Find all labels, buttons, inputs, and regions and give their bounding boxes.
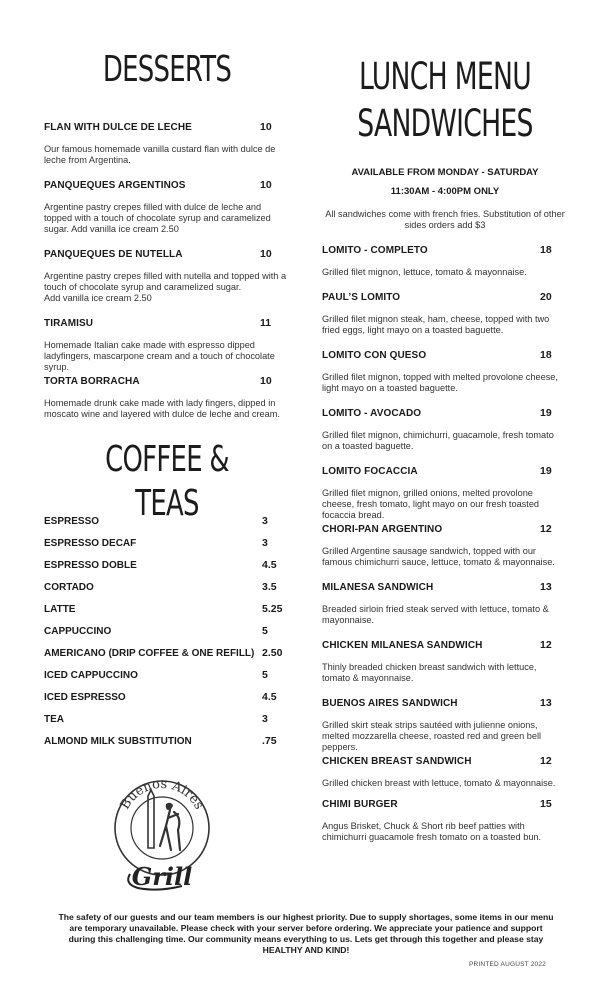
item-price: 3 <box>262 713 268 725</box>
item-price: 10 <box>260 179 272 191</box>
menu-item <box>322 581 562 626</box>
item-name: CHORI-PAN ARGENTINO <box>322 524 443 535</box>
item-name: AMERICANO (DRIP COFFEE & ONE REFILL) <box>44 647 255 659</box>
list-item <box>44 664 290 686</box>
item-description: Homemade drunk cake made with lady fingers, dipped in moscato wine and layered with dulce de leche and cream. <box>44 398 280 419</box>
item-price: 10 <box>260 248 272 260</box>
item-price: 19 <box>540 407 552 419</box>
item-name: ESPRESSO <box>44 515 100 527</box>
list-item <box>44 620 290 642</box>
item-description: Angus Brisket, Chuck & Short rib beef patties with chimichurri guacamole fresh tomato on a toasted bun. <box>322 821 542 842</box>
item-name: ESPRESSO DECAF <box>44 537 137 549</box>
item-price: 5 <box>262 669 268 681</box>
item-name: CHIMI BURGER <box>322 799 398 810</box>
item-description: Grilled filet mignon, grilled onions, melted provolone cheese, fresh tomato, light mayo on our fresh toasted focaccia bread. <box>322 488 540 520</box>
item-price: 3.5 <box>262 581 277 593</box>
item-price: 5 <box>262 625 268 637</box>
menu-item <box>44 375 290 420</box>
lunch-title: LUNCH MENU <box>358 55 532 98</box>
item-name: LOMITO FOCACCIA <box>322 466 418 477</box>
sides-note: All sandwiches come with french fries. Substitution of other sides orders add $3 <box>325 209 565 230</box>
item-price: 12 <box>540 523 552 535</box>
item-price: 3 <box>262 515 268 527</box>
item-price: .75 <box>262 735 277 747</box>
menu-item <box>44 121 290 166</box>
item-description: Argentine pastry crepes filled with nutella and topped with a touch of chocolate syrup and caramelized sugar. <box>44 271 287 292</box>
menu-item <box>322 697 562 753</box>
logo-top-text: Buenos Aires <box>117 776 207 813</box>
item-price: 5.25 <box>262 603 283 615</box>
menu-item <box>322 523 562 568</box>
item-price: 12 <box>540 639 552 651</box>
item-description: Grilled filet mignon, topped with melted provolone cheese, light mayo on a toasted baguette. <box>322 372 558 393</box>
item-name: CORTADO <box>44 581 94 593</box>
item-description: Grilled filet mignon, chimichurri, guacamole, fresh tomato on a toasted baguette. <box>322 430 554 451</box>
list-item <box>44 642 290 664</box>
item-name: LOMITO - AVOCADO <box>322 408 422 419</box>
item-description: Grilled skirt steak strips sautéed with julienne onions, melted mozzarella cheese, roasted red and green bell peppers. <box>322 720 542 752</box>
menu-item <box>44 248 290 304</box>
item-description: Argentine pastry crepes filled with dulce de leche and topped with a touch of chocolate syrup and caramelized sugar. Add vanilla ice cream 2.50 <box>44 202 271 234</box>
item-name: TORTA BORRACHA <box>44 376 140 387</box>
item-name: LATTE <box>44 603 76 615</box>
list-item <box>44 532 290 554</box>
logo-bottom-text: Grill <box>131 862 193 891</box>
item-description: Breaded sirloin fried steak served with lettuce, tomato & mayonnaise. <box>322 604 549 625</box>
list-item <box>44 598 290 620</box>
list-item <box>44 730 290 752</box>
menu-item <box>322 244 562 278</box>
item-name: ICED CAPPUCCINO <box>44 669 138 681</box>
item-price: 18 <box>540 244 552 256</box>
menu-item <box>322 291 562 336</box>
item-description: Thinly breaded chicken breast sandwich with lettuce, tomato & mayonnaise. <box>322 662 537 683</box>
item-name: TIRAMISU <box>44 318 94 329</box>
item-name: ALMOND MILK SUBSTITUTION <box>44 735 192 747</box>
menu-item <box>322 465 562 521</box>
item-name: PAUL’S LOMITO <box>322 292 401 303</box>
item-description: Grilled filet mignon steak, ham, cheese, topped with two fried eggs, light mayo on a toasted baguette. <box>322 314 550 335</box>
item-name: CAPPUCCINO <box>44 625 112 637</box>
item-name: MILANESA SANDWICH <box>322 582 434 593</box>
coffee-title: COFFEE & TEAS <box>105 439 229 524</box>
item-name: PANQUEQUES DE NUTELLA <box>44 249 183 260</box>
item-price: 10 <box>260 375 272 387</box>
item-price: 4.5 <box>262 559 277 571</box>
item-price: 11 <box>260 317 272 329</box>
item-name: ESPRESSO DOBLE <box>44 559 137 571</box>
item-price: 10 <box>260 121 272 133</box>
item-name: LOMITO CON QUESO <box>322 350 427 361</box>
menu-item <box>44 317 290 373</box>
list-item <box>44 686 290 708</box>
item-price: 20 <box>540 291 552 303</box>
item-name: CHICKEN MILANESA SANDWICH <box>322 640 483 651</box>
item-name: LOMITO - COMPLETO <box>322 245 428 256</box>
item-price: 4.5 <box>262 691 277 703</box>
item-name: FLAN WITH DULCE DE LECHE <box>44 122 192 133</box>
footer-notice: The safety of our guests and our team members is our highest priority. Due to supply shortages, some items in our menu are temporary unavailable. Please check with your server before ordering. We appreciate your patience and support during this challenging time. Our community means everything to us. Lets get through this together and please stay HEALTHY AND KIND! <box>58 912 554 955</box>
item-addon: Add vanilla ice cream 2.50 <box>44 293 152 303</box>
item-name: CHICKEN BREAST SANDWICH <box>322 756 472 767</box>
item-name: TEA <box>44 713 64 725</box>
item-price: 19 <box>540 465 552 477</box>
menu-item <box>322 639 562 684</box>
item-price: 2.50 <box>262 647 283 659</box>
list-item <box>44 510 290 532</box>
item-name: ICED ESPRESSO <box>44 691 126 703</box>
item-description: Grilled chicken breast with lettuce, tomato & mayonnaise. <box>322 778 556 788</box>
item-price: 12 <box>540 755 552 767</box>
logo-graphic <box>108 770 216 900</box>
menu-item <box>322 349 562 394</box>
list-item <box>44 576 290 598</box>
item-name: PANQUEQUES ARGENTINOS <box>44 180 186 191</box>
availability-days: AVAILABLE FROM MONDAY - SATURDAY <box>351 167 539 178</box>
item-description: Our famous homemade vanilla custard flan with dulce de leche from Argentina. <box>44 144 276 165</box>
sandwiches-title: SANDWICHES <box>357 102 533 145</box>
menu-item <box>322 755 562 789</box>
list-item <box>44 554 290 576</box>
menu-item <box>322 798 562 843</box>
item-price: 18 <box>540 349 552 361</box>
item-description: Homemade Italian cake made with espresso dipped ladyfingers, mascarpone cream and a touch of chocolate syrup. <box>44 340 275 372</box>
item-name: BUENOS AIRES SANDWICH <box>322 698 458 709</box>
coffee-list <box>44 510 290 752</box>
item-price: 3 <box>262 537 268 549</box>
item-description: Grilled filet mignon, lettuce, tomato & mayonnaise. <box>322 267 527 277</box>
menu-item <box>322 407 562 452</box>
item-price: 13 <box>540 697 552 709</box>
item-price: 13 <box>540 581 552 593</box>
restaurant-logo <box>108 770 216 900</box>
desserts-title: DESSERTS <box>102 49 232 90</box>
item-description: Grilled Argentine sausage sandwich, topped with our famous chimichurri sauce, lettuce, tomato & mayonnaise. <box>322 546 555 567</box>
menu-item <box>44 179 290 235</box>
item-price: 15 <box>540 798 552 810</box>
list-item <box>44 708 290 730</box>
availability-hours: 11:30AM - 4:00PM ONLY <box>390 186 500 197</box>
printed-date: PRINTED AUGUST 2022 <box>468 961 546 968</box>
